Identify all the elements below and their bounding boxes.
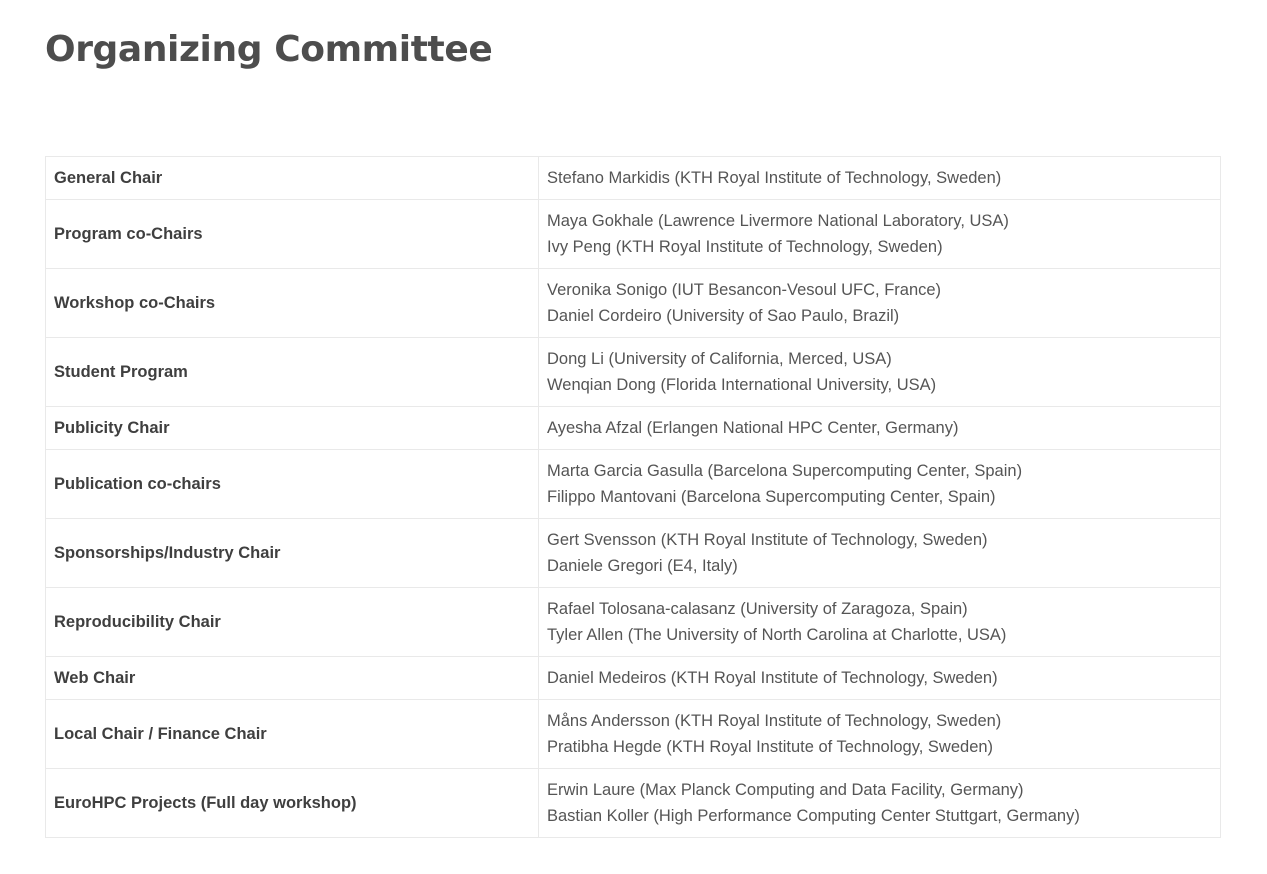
committee-members [539,588,1221,657]
committee-member: Ivy Peng (KTH Royal Institute of Technology, Sweden) [547,238,943,256]
committee-table [45,156,1221,838]
committee-member: Daniel Cordeiro (University of Sao Paulo, Brazil) [547,307,900,325]
table-row [46,700,1221,769]
committee-role: Workshop co-Chairs [46,269,539,338]
table-row [46,588,1221,657]
committee-table-body [46,157,1221,838]
committee-members [539,269,1221,338]
table-row [46,769,1221,838]
committee-role: Publicity Chair [46,407,539,450]
committee-member: Stefano Markidis (KTH Royal Institute of Technology, Sweden) [547,169,1002,187]
table-row [46,407,1221,450]
committee-member: Filippo Mantovani (Barcelona Supercomputing Center, Spain) [547,488,996,506]
committee-members [539,407,1221,450]
committee-members [539,657,1221,700]
committee-member: Tyler Allen (The University of North Carolina at Charlotte, USA) [547,626,1007,644]
committee-member: Bastian Koller (High Performance Computing Center Stuttgart, Germany) [547,807,1080,825]
committee-member: Daniele Gregori (E4, Italy) [547,557,738,575]
committee-member: Pratibha Hegde (KTH Royal Institute of Technology, Sweden) [547,738,994,756]
committee-role: Local Chair / Finance Chair [46,700,539,769]
committee-member: Wenqian Dong (Florida International University, USA) [547,376,937,394]
committee-member: Ayesha Afzal (Erlangen National HPC Center, Germany) [547,419,959,437]
committee-members [539,157,1221,200]
committee-member: Måns Andersson (KTH Royal Institute of Technology, Sweden) [547,712,1002,730]
committee-role: Student Program [46,338,539,407]
committee-members [539,700,1221,769]
committee-role: Program co-Chairs [46,200,539,269]
committee-members [539,450,1221,519]
committee-member: Daniel Medeiros (KTH Royal Institute of Technology, Sweden) [547,669,998,687]
table-row [46,450,1221,519]
committee-member: Erwin Laure (Max Planck Computing and Data Facility, Germany) [547,781,1024,799]
committee-role: Reproducibility Chair [46,588,539,657]
committee-member: Veronika Sonigo (IUT Besancon-Vesoul UFC, France) [547,281,942,299]
committee-member: Maya Gokhale (Lawrence Livermore National Laboratory, USA) [547,212,1009,230]
table-row [46,338,1221,407]
table-row [46,657,1221,700]
committee-members [539,200,1221,269]
table-row [46,200,1221,269]
committee-role: EuroHPC Projects (Full day workshop) [46,769,539,838]
committee-members [539,338,1221,407]
committee-role: Sponsorships/Industry Chair [46,519,539,588]
table-row [46,269,1221,338]
committee-member: Marta Garcia Gasulla (Barcelona Supercomputing Center, Spain) [547,462,1023,480]
committee-members [539,519,1221,588]
table-row [46,519,1221,588]
committee-member: Gert Svensson (KTH Royal Institute of Technology, Sweden) [547,531,988,549]
committee-role: General Chair [46,157,539,200]
page-title: Organizing Committee [45,29,493,70]
committee-member: Dong Li (University of California, Merced, USA) [547,350,892,368]
committee-members [539,769,1221,838]
committee-role: Publication co-chairs [46,450,539,519]
table-row [46,157,1221,200]
committee-member: Rafael Tolosana-calasanz (University of Zaragoza, Spain) [547,600,968,618]
committee-role: Web Chair [46,657,539,700]
